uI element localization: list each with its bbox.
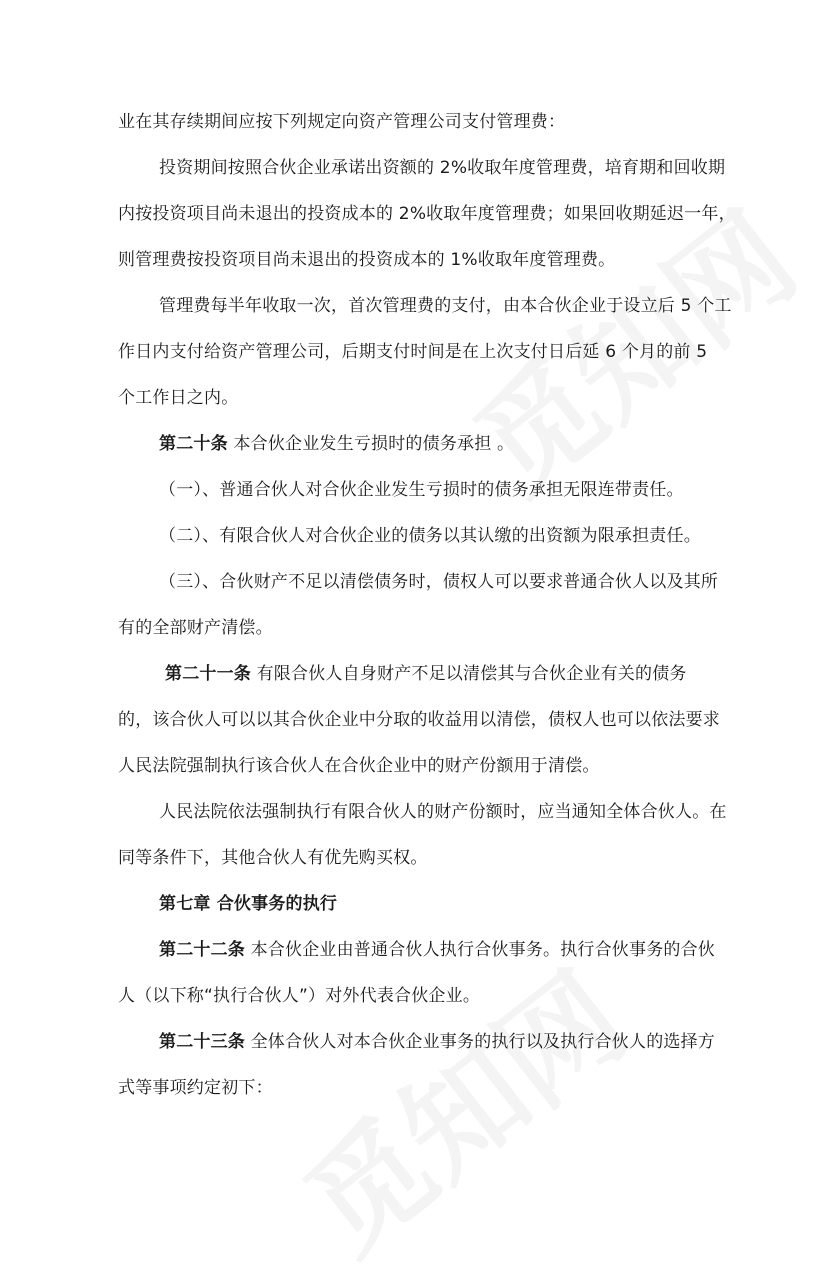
line-text: 个工作日之内。 [118,388,239,408]
line-text: 业在其存续期间应按下列规定向资产管理公司支付管理费： [118,112,566,132]
article-number: 第二十三条 [159,1032,245,1052]
paragraph-line [118,386,238,410]
paragraph-line [159,524,701,548]
paragraph-line [118,708,720,732]
line-text: 本合伙企业发生亏损时的债务承担 。 [227,434,515,454]
article-number: 第二十一条 [165,664,251,684]
line-text: 的，该合伙人可以以其合伙企业中分取的收益用以清偿，债权人也可以依法要求 [118,710,720,730]
paragraph-line [159,800,727,824]
line-text: 全体合伙人对本合伙企业事务的执行以及执行合伙人的选择方 [245,1032,716,1052]
chapter-7-heading [159,892,337,916]
paragraph-line [159,156,725,180]
paragraph-line [118,846,428,870]
line-text: 人民法院依法强制执行有限合伙人的财产份额时，应当通知全体合伙人。在 [159,802,727,822]
line-text: 同等条件下，其他合伙人有优先购买权。 [118,848,428,868]
article-20-heading [159,432,514,456]
paragraph-line [118,754,600,778]
line-text: 作日内支付给资产管理公司，后期支付时间是在上次支付日后延 6 个月的前 5 [118,342,708,362]
paragraph-line [118,1076,273,1100]
line-text: （二）、有限合伙人对合伙企业的债务以其认缴的出资额为限承担责任。 [159,526,701,546]
paragraph-line [118,340,707,364]
paragraph-line [159,570,718,594]
line-text: 内按投资项目尚未退出的投资成本的 2%收取年度管理费；如果回收期延迟一年， [118,204,736,224]
watermark-bottom [265,927,655,1284]
paragraph-line [159,294,732,318]
line-text: 式等事项约定初下： [118,1078,273,1098]
article-number: 第二十二条 [159,940,245,960]
line-text: 投资期间按照合伙企业承诺出资额的 2%收取年度管理费，培育期和回收期 [159,158,726,178]
paragraph-line [118,984,480,1008]
paragraph-line [118,202,736,226]
article-23-heading [159,1030,715,1054]
line-text: 本合伙企业由普通合伙人执行合伙事务。执行合伙事务的合伙 [245,940,716,960]
paragraph-line [118,110,565,134]
article-21-heading [165,662,687,686]
article-22-heading [159,938,715,962]
paragraph-line [159,478,684,502]
line-text: 人民法院强制执行该合伙人在合伙企业中的财产份额用于清偿。 [118,756,600,776]
paragraph-line [118,248,615,272]
line-text: 人（以下称“执行合伙人”）对外代表合伙企业。 [118,986,481,1006]
line-text: （一）、普通合伙人对合伙企业发生亏损时的债务承担无限连带责任。 [159,480,684,500]
line-text: 有的全部财产清偿。 [118,618,273,638]
line-text: （三）、合伙财产不足以清偿债务时，债权人可以要求普通合伙人以及其所 [159,572,719,592]
paragraph-line [118,616,273,640]
chapter-title: 第七章 合伙事务的执行 [159,894,338,914]
line-text: 有限合伙人自身财产不足以清偿其与合伙企业有关的债务 [251,664,687,684]
line-text: 管理费每半年收取一次，首次管理费的支付，由本合伙企业于设立后 5 个工 [159,296,732,316]
article-number: 第二十条 [159,434,228,454]
line-text: 则管理费按投资项目尚未退出的投资成本的 1%收取年度管理费。 [118,250,616,270]
